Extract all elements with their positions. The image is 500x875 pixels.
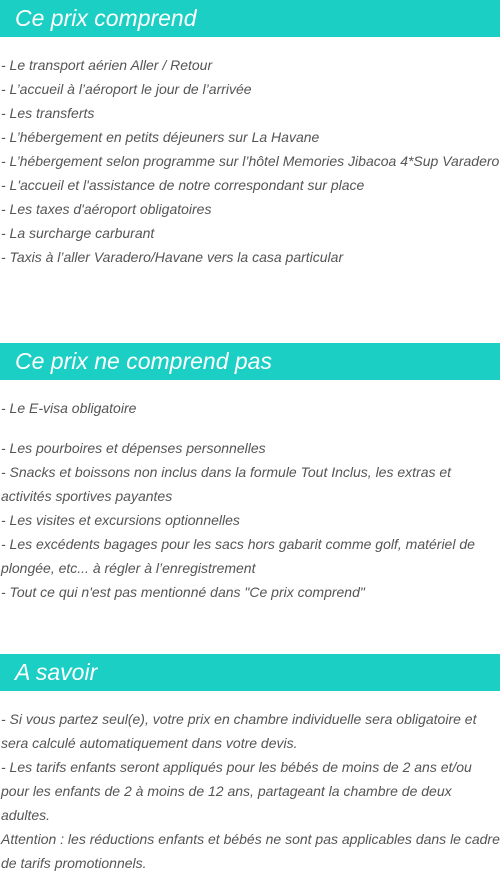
list-item: - L’hébergement en petits déjeuners sur La Havane xyxy=(1,129,320,145)
list-item: - Les excédents bagages pour les sacs hors gabarit comme golf, matériel de plongée, etc... à régler à l’enregistrement xyxy=(1,536,475,576)
list-item: - Le transport aérien Aller / Retour xyxy=(1,57,213,73)
list-item: - Le E-visa obligatoire xyxy=(1,400,137,416)
list-item: - Les visites et excursions optionnelles xyxy=(1,512,240,528)
not-included-list xyxy=(0,396,500,604)
list-item: - L’hébergement selon programme sur l’hôtel Memories Jibacoa 4*Sup Varadero xyxy=(1,153,500,169)
list-item: - L’accueil à l’aéroport le jour de l’arrivée xyxy=(1,81,252,97)
list-item: Attention : les réductions enfants et bébés ne sont pas applicables dans le cadre de tarifs promotionnels. xyxy=(1,831,500,871)
list-item: - Les transferts xyxy=(1,105,95,121)
good-to-know-list xyxy=(0,707,500,875)
list-item: - Les tarifs enfants seront appliqués pour les bébés de moins de 2 ans et/ou pour les enfants de 2 à moins de 12 ans, partageant la chambre de deux adultes. xyxy=(1,759,472,823)
list-item: - Snacks et boissons non inclus dans la formule Tout Inclus, les extras et activités sportives payantes xyxy=(1,464,452,504)
included-list xyxy=(0,53,500,269)
list-item: - La surcharge carburant xyxy=(1,225,155,241)
list-item: - Les taxes d'aéroport obligatoires xyxy=(1,201,212,217)
list-item: - Si vous partez seul(e), votre prix en chambre individuelle sera obligatoire et sera calculé automatiquement dans votre devis. xyxy=(1,711,477,751)
section-header-ce-prix-comprend: Ce prix comprend xyxy=(0,0,500,37)
list-item: - L'accueil et l'assistance de notre correspondant sur place xyxy=(1,177,365,193)
list-item: - Tout ce qui n'est pas mentionné dans "Ce prix comprend" xyxy=(1,584,365,600)
list-item: - Les pourboires et dépenses personnelles xyxy=(1,440,266,456)
section-header-a-savoir: A savoir xyxy=(0,654,500,691)
section-header-ce-prix-ne-comprend-pas: Ce prix ne comprend pas xyxy=(0,343,500,380)
list-item: - Taxis à l’aller Varadero/Havane vers la casa particular xyxy=(1,249,344,265)
